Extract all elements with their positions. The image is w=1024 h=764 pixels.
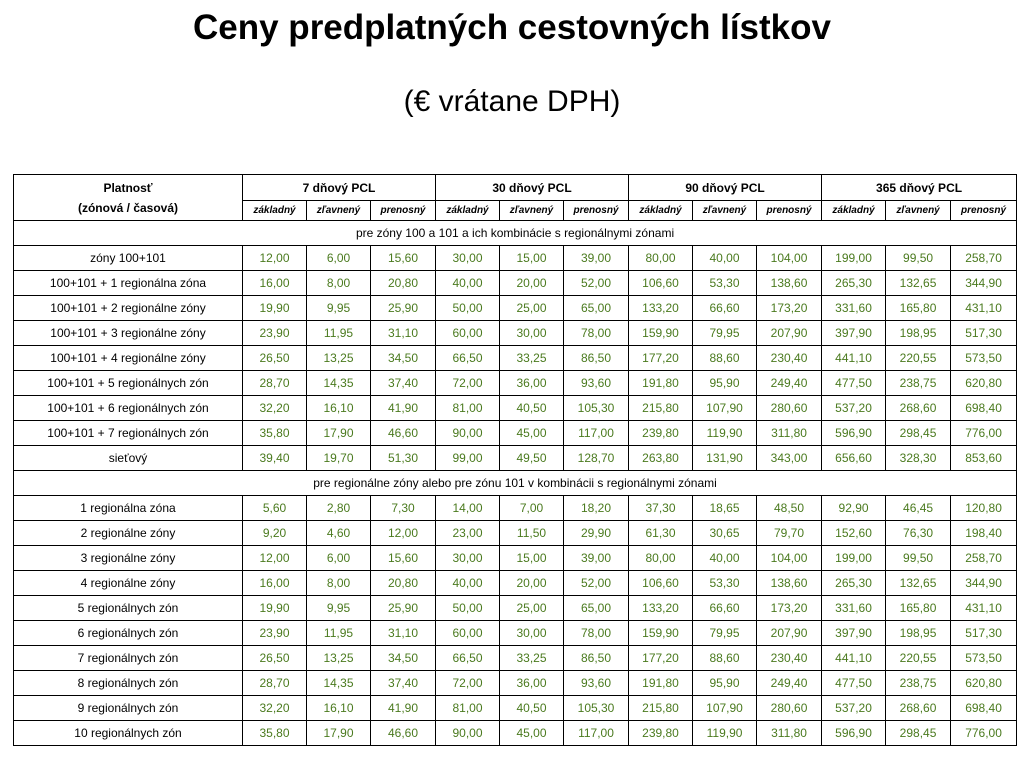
price-cell: 25,00 xyxy=(500,296,564,321)
table-row xyxy=(14,671,1017,696)
price-cell: 15,60 xyxy=(371,246,436,271)
price-cell: 441,10 xyxy=(822,646,886,671)
price-cell: 45,00 xyxy=(500,421,564,446)
section-row xyxy=(14,471,1017,496)
price-cell: 90,00 xyxy=(436,421,500,446)
price-cell: 18,20 xyxy=(564,496,629,521)
price-cell: 119,90 xyxy=(693,721,757,746)
price-cell: 207,90 xyxy=(757,621,822,646)
price-cell: 173,20 xyxy=(757,296,822,321)
table-row xyxy=(14,421,1017,446)
price-cell: 328,30 xyxy=(886,446,951,471)
row-label: 100+101 + 4 regionálne zóny xyxy=(14,346,243,371)
price-cell: 61,30 xyxy=(629,521,693,546)
price-cell: 16,00 xyxy=(243,271,307,296)
price-cell: 344,90 xyxy=(951,571,1017,596)
price-cell: 14,35 xyxy=(307,671,371,696)
price-cell: 40,00 xyxy=(436,571,500,596)
price-cell: 52,00 xyxy=(564,571,629,596)
price-cell: 477,50 xyxy=(822,671,886,696)
price-cell: 49,50 xyxy=(500,446,564,471)
price-cell: 30,00 xyxy=(436,246,500,271)
price-table xyxy=(13,174,1017,746)
price-cell: 37,40 xyxy=(371,671,436,696)
group-header-30-day: 30 dňový PCL xyxy=(436,175,629,201)
page-subtitle: (€ vrátane DPH) xyxy=(403,85,621,118)
row-label: 100+101 + 3 regionálne zóny xyxy=(14,321,243,346)
price-cell: 65,00 xyxy=(564,296,629,321)
price-cell: 66,60 xyxy=(693,296,757,321)
price-cell: 90,00 xyxy=(436,721,500,746)
price-cell: 14,35 xyxy=(307,371,371,396)
sub-header-transferable: prenosný xyxy=(564,201,629,221)
price-cell: 311,80 xyxy=(757,721,822,746)
price-cell: 238,75 xyxy=(886,371,951,396)
sub-header-basic: základný xyxy=(629,201,693,221)
table-row xyxy=(14,571,1017,596)
price-cell: 106,60 xyxy=(629,271,693,296)
price-cell: 132,65 xyxy=(886,571,951,596)
price-cell: 28,70 xyxy=(243,371,307,396)
price-cell: 7,00 xyxy=(500,496,564,521)
price-cell: 50,00 xyxy=(436,596,500,621)
price-cell: 11,95 xyxy=(307,321,371,346)
price-cell: 18,65 xyxy=(693,496,757,521)
price-cell: 199,00 xyxy=(822,546,886,571)
price-cell: 11,50 xyxy=(500,521,564,546)
sub-header-basic: základný xyxy=(822,201,886,221)
price-cell: 249,40 xyxy=(757,671,822,696)
price-cell: 12,00 xyxy=(371,521,436,546)
table-body xyxy=(14,221,1017,746)
price-cell: 159,90 xyxy=(629,321,693,346)
price-cell: 220,55 xyxy=(886,346,951,371)
price-cell: 298,45 xyxy=(886,421,951,446)
sub-header-discounted: zľavnený xyxy=(500,201,564,221)
price-cell: 105,30 xyxy=(564,696,629,721)
price-cell: 177,20 xyxy=(629,346,693,371)
row-label: 100+101 + 1 regionálna zóna xyxy=(14,271,243,296)
price-cell: 258,70 xyxy=(951,546,1017,571)
price-cell: 25,90 xyxy=(371,596,436,621)
price-cell: 40,00 xyxy=(693,546,757,571)
price-cell: 30,65 xyxy=(693,521,757,546)
price-cell: 80,00 xyxy=(629,246,693,271)
price-cell: 198,95 xyxy=(886,321,951,346)
table-header xyxy=(14,175,1017,221)
table-row xyxy=(14,621,1017,646)
price-cell: 12,00 xyxy=(243,546,307,571)
price-cell: 36,00 xyxy=(500,671,564,696)
price-cell: 104,00 xyxy=(757,246,822,271)
row-label: 100+101 + 5 regionálnych zón xyxy=(14,371,243,396)
row-label: 5 regionálnych zón xyxy=(14,596,243,621)
price-cell: 191,80 xyxy=(629,671,693,696)
price-cell: 95,90 xyxy=(693,371,757,396)
table-row xyxy=(14,521,1017,546)
price-cell: 81,00 xyxy=(436,696,500,721)
price-cell: 4,60 xyxy=(307,521,371,546)
price-cell: 28,70 xyxy=(243,671,307,696)
price-cell: 107,90 xyxy=(693,396,757,421)
row-label: zóny 100+101 xyxy=(14,246,243,271)
price-cell: 776,00 xyxy=(951,421,1017,446)
price-cell: 39,00 xyxy=(564,246,629,271)
group-header-7-day: 7 dňový PCL xyxy=(243,175,436,201)
price-cell: 32,20 xyxy=(243,396,307,421)
price-cell: 72,00 xyxy=(436,371,500,396)
price-cell: 78,00 xyxy=(564,321,629,346)
price-cell: 11,95 xyxy=(307,621,371,646)
price-cell: 9,20 xyxy=(243,521,307,546)
price-cell: 537,20 xyxy=(822,696,886,721)
price-cell: 331,60 xyxy=(822,596,886,621)
price-cell: 16,10 xyxy=(307,696,371,721)
price-cell: 698,40 xyxy=(951,696,1017,721)
price-cell: 17,90 xyxy=(307,421,371,446)
price-cell: 19,90 xyxy=(243,596,307,621)
row-label: 100+101 + 7 regionálnych zón xyxy=(14,421,243,446)
row-label: sieťový xyxy=(14,446,243,471)
price-cell: 104,00 xyxy=(757,546,822,571)
price-cell: 117,00 xyxy=(564,421,629,446)
price-cell: 15,00 xyxy=(500,546,564,571)
sub-header-discounted: zľavnený xyxy=(886,201,951,221)
price-cell: 7,30 xyxy=(371,496,436,521)
table-row xyxy=(14,646,1017,671)
price-cell: 238,75 xyxy=(886,671,951,696)
price-cell: 78,00 xyxy=(564,621,629,646)
price-cell: 53,30 xyxy=(693,571,757,596)
price-cell: 12,00 xyxy=(243,246,307,271)
price-cell: 173,20 xyxy=(757,596,822,621)
price-cell: 131,90 xyxy=(693,446,757,471)
price-cell: 53,30 xyxy=(693,271,757,296)
price-cell: 117,00 xyxy=(564,721,629,746)
price-cell: 52,00 xyxy=(564,271,629,296)
price-cell: 35,80 xyxy=(243,721,307,746)
price-cell: 93,60 xyxy=(564,671,629,696)
price-cell: 92,90 xyxy=(822,496,886,521)
price-cell: 66,60 xyxy=(693,596,757,621)
price-cell: 177,20 xyxy=(629,646,693,671)
price-cell: 79,95 xyxy=(693,321,757,346)
price-cell: 40,50 xyxy=(500,396,564,421)
price-cell: 258,70 xyxy=(951,246,1017,271)
price-cell: 698,40 xyxy=(951,396,1017,421)
price-cell: 191,80 xyxy=(629,371,693,396)
sub-header-transferable: prenosný xyxy=(951,201,1017,221)
price-cell: 596,90 xyxy=(822,421,886,446)
price-cell: 29,90 xyxy=(564,521,629,546)
price-cell: 14,00 xyxy=(436,496,500,521)
price-cell: 8,00 xyxy=(307,571,371,596)
price-cell: 40,00 xyxy=(436,271,500,296)
price-cell: 477,50 xyxy=(822,371,886,396)
price-cell: 265,30 xyxy=(822,571,886,596)
price-cell: 39,00 xyxy=(564,546,629,571)
price-cell: 165,80 xyxy=(886,296,951,321)
price-cell: 165,80 xyxy=(886,596,951,621)
price-cell: 99,00 xyxy=(436,446,500,471)
price-cell: 46,60 xyxy=(371,721,436,746)
price-cell: 596,90 xyxy=(822,721,886,746)
price-cell: 34,50 xyxy=(371,646,436,671)
section-row xyxy=(14,221,1017,246)
price-cell: 5,60 xyxy=(243,496,307,521)
validity-header-line2: (zónová / časová) xyxy=(77,200,179,215)
price-cell: 41,90 xyxy=(371,396,436,421)
table-row xyxy=(14,246,1017,271)
table-row xyxy=(14,596,1017,621)
table-row xyxy=(14,371,1017,396)
row-label: 9 regionálnych zón xyxy=(14,696,243,721)
sub-header-basic: základný xyxy=(243,201,307,221)
group-header-90-day: 90 dňový PCL xyxy=(629,175,822,201)
sub-header-transferable: prenosný xyxy=(371,201,436,221)
row-label: 100+101 + 2 regionálne zóny xyxy=(14,296,243,321)
price-cell: 81,00 xyxy=(436,396,500,421)
price-cell: 199,00 xyxy=(822,246,886,271)
price-cell: 66,50 xyxy=(436,346,500,371)
section-title: pre zóny 100 a 101 a ich kombinácie s regionálnymi zónami xyxy=(14,221,1017,246)
price-cell: 620,80 xyxy=(951,671,1017,696)
row-label: 4 regionálne zóny xyxy=(14,571,243,596)
validity-header-line1: Platnosť xyxy=(103,180,153,195)
price-cell: 207,90 xyxy=(757,321,822,346)
row-label: 2 regionálne zóny xyxy=(14,521,243,546)
price-cell: 105,30 xyxy=(564,396,629,421)
price-cell: 79,70 xyxy=(757,521,822,546)
table-row xyxy=(14,396,1017,421)
price-cell: 6,00 xyxy=(307,246,371,271)
price-cell: 32,20 xyxy=(243,696,307,721)
price-cell: 249,40 xyxy=(757,371,822,396)
table-row xyxy=(14,321,1017,346)
price-cell: 34,50 xyxy=(371,346,436,371)
row-label: 6 regionálnych zón xyxy=(14,621,243,646)
price-cell: 20,00 xyxy=(500,571,564,596)
price-cell: 23,00 xyxy=(436,521,500,546)
price-cell: 16,00 xyxy=(243,571,307,596)
sub-header-transferable: prenosný xyxy=(757,201,822,221)
sub-header-discounted: zľavnený xyxy=(307,201,371,221)
table-row xyxy=(14,696,1017,721)
page-title: Ceny predplatných cestovných lístkov xyxy=(193,8,831,47)
price-cell: 76,30 xyxy=(886,521,951,546)
sub-header-discounted: zľavnený xyxy=(693,201,757,221)
price-cell: 40,50 xyxy=(500,696,564,721)
price-cell: 311,80 xyxy=(757,421,822,446)
price-cell: 60,00 xyxy=(436,321,500,346)
row-label: 8 regionálnych zón xyxy=(14,671,243,696)
price-cell: 20,00 xyxy=(500,271,564,296)
price-cell: 88,60 xyxy=(693,346,757,371)
price-cell: 25,90 xyxy=(371,296,436,321)
price-cell: 656,60 xyxy=(822,446,886,471)
price-cell: 6,00 xyxy=(307,546,371,571)
price-cell: 138,60 xyxy=(757,271,822,296)
price-cell: 86,50 xyxy=(564,646,629,671)
price-cell: 120,80 xyxy=(951,496,1017,521)
price-cell: 99,50 xyxy=(886,546,951,571)
price-cell: 79,95 xyxy=(693,621,757,646)
price-cell: 45,00 xyxy=(500,721,564,746)
price-cell: 36,00 xyxy=(500,371,564,396)
price-cell: 37,40 xyxy=(371,371,436,396)
price-cell: 220,55 xyxy=(886,646,951,671)
price-cell: 23,90 xyxy=(243,321,307,346)
row-label: 100+101 + 6 regionálnych zón xyxy=(14,396,243,421)
price-cell: 30,00 xyxy=(436,546,500,571)
price-cell: 48,50 xyxy=(757,496,822,521)
price-cell: 573,50 xyxy=(951,646,1017,671)
price-cell: 517,30 xyxy=(951,321,1017,346)
price-cell: 263,80 xyxy=(629,446,693,471)
price-cell: 397,90 xyxy=(822,621,886,646)
price-cell: 31,10 xyxy=(371,621,436,646)
price-cell: 620,80 xyxy=(951,371,1017,396)
price-cell: 280,60 xyxy=(757,696,822,721)
price-cell: 16,10 xyxy=(307,396,371,421)
price-cell: 517,30 xyxy=(951,621,1017,646)
price-cell: 20,80 xyxy=(371,271,436,296)
price-cell: 198,40 xyxy=(951,521,1017,546)
table-row xyxy=(14,446,1017,471)
row-label: 1 regionálna zóna xyxy=(14,496,243,521)
price-cell: 537,20 xyxy=(822,396,886,421)
price-cell: 132,65 xyxy=(886,271,951,296)
price-cell: 50,00 xyxy=(436,296,500,321)
price-cell: 51,30 xyxy=(371,446,436,471)
table-row xyxy=(14,271,1017,296)
table-row xyxy=(14,546,1017,571)
price-cell: 30,00 xyxy=(500,321,564,346)
price-cell: 239,80 xyxy=(629,421,693,446)
price-cell: 215,80 xyxy=(629,396,693,421)
price-cell: 343,00 xyxy=(757,446,822,471)
price-cell: 230,40 xyxy=(757,346,822,371)
sub-header-basic: základný xyxy=(436,201,500,221)
price-cell: 19,70 xyxy=(307,446,371,471)
price-cell: 397,90 xyxy=(822,321,886,346)
price-cell: 41,90 xyxy=(371,696,436,721)
price-cell: 265,30 xyxy=(822,271,886,296)
price-cell: 9,95 xyxy=(307,596,371,621)
price-cell: 215,80 xyxy=(629,696,693,721)
price-cell: 46,60 xyxy=(371,421,436,446)
price-cell: 30,00 xyxy=(500,621,564,646)
price-cell: 431,10 xyxy=(951,296,1017,321)
price-cell: 133,20 xyxy=(629,296,693,321)
price-cell: 2,80 xyxy=(307,496,371,521)
price-cell: 23,90 xyxy=(243,621,307,646)
price-cell: 26,50 xyxy=(243,646,307,671)
price-cell: 853,60 xyxy=(951,446,1017,471)
price-cell: 80,00 xyxy=(629,546,693,571)
price-cell: 344,90 xyxy=(951,271,1017,296)
price-cell: 15,60 xyxy=(371,546,436,571)
price-cell: 60,00 xyxy=(436,621,500,646)
price-cell: 331,60 xyxy=(822,296,886,321)
price-cell: 239,80 xyxy=(629,721,693,746)
group-header-365-day: 365 dňový PCL xyxy=(822,175,1017,201)
price-cell: 298,45 xyxy=(886,721,951,746)
section-title: pre regionálne zóny alebo pre zónu 101 v kombinácii s regionálnymi zónami xyxy=(14,471,1017,496)
price-cell: 20,80 xyxy=(371,571,436,596)
row-label: 3 regionálne zóny xyxy=(14,546,243,571)
price-cell: 776,00 xyxy=(951,721,1017,746)
price-cell: 230,40 xyxy=(757,646,822,671)
price-cell: 268,60 xyxy=(886,696,951,721)
price-cell: 26,50 xyxy=(243,346,307,371)
table-row xyxy=(14,496,1017,521)
price-cell: 198,95 xyxy=(886,621,951,646)
price-cell: 128,70 xyxy=(564,446,629,471)
price-cell: 31,10 xyxy=(371,321,436,346)
price-cell: 65,00 xyxy=(564,596,629,621)
price-cell: 17,90 xyxy=(307,721,371,746)
price-cell: 107,90 xyxy=(693,696,757,721)
price-cell: 25,00 xyxy=(500,596,564,621)
price-cell: 35,80 xyxy=(243,421,307,446)
price-cell: 39,40 xyxy=(243,446,307,471)
price-cell: 40,00 xyxy=(693,246,757,271)
row-label: 7 regionálnych zón xyxy=(14,646,243,671)
price-cell: 19,90 xyxy=(243,296,307,321)
price-cell: 119,90 xyxy=(693,421,757,446)
price-cell: 33,25 xyxy=(500,346,564,371)
price-cell: 159,90 xyxy=(629,621,693,646)
price-cell: 37,30 xyxy=(629,496,693,521)
validity-header xyxy=(14,175,243,221)
price-cell: 133,20 xyxy=(629,596,693,621)
header-group-row xyxy=(14,175,1017,201)
price-cell: 573,50 xyxy=(951,346,1017,371)
price-cell: 280,60 xyxy=(757,396,822,421)
price-cell: 268,60 xyxy=(886,396,951,421)
price-cell: 152,60 xyxy=(822,521,886,546)
price-cell: 95,90 xyxy=(693,671,757,696)
price-cell: 13,25 xyxy=(307,346,371,371)
table-row xyxy=(14,296,1017,321)
price-cell: 66,50 xyxy=(436,646,500,671)
price-cell: 33,25 xyxy=(500,646,564,671)
price-cell: 9,95 xyxy=(307,296,371,321)
price-cell: 72,00 xyxy=(436,671,500,696)
table-row xyxy=(14,346,1017,371)
price-cell: 138,60 xyxy=(757,571,822,596)
table-row xyxy=(14,721,1017,746)
row-label: 10 regionálnych zón xyxy=(14,721,243,746)
price-cell: 441,10 xyxy=(822,346,886,371)
price-cell: 46,45 xyxy=(886,496,951,521)
price-cell: 13,25 xyxy=(307,646,371,671)
price-cell: 88,60 xyxy=(693,646,757,671)
price-cell: 86,50 xyxy=(564,346,629,371)
price-cell: 93,60 xyxy=(564,371,629,396)
price-cell: 15,00 xyxy=(500,246,564,271)
price-cell: 106,60 xyxy=(629,571,693,596)
price-cell: 8,00 xyxy=(307,271,371,296)
price-cell: 99,50 xyxy=(886,246,951,271)
price-cell: 431,10 xyxy=(951,596,1017,621)
